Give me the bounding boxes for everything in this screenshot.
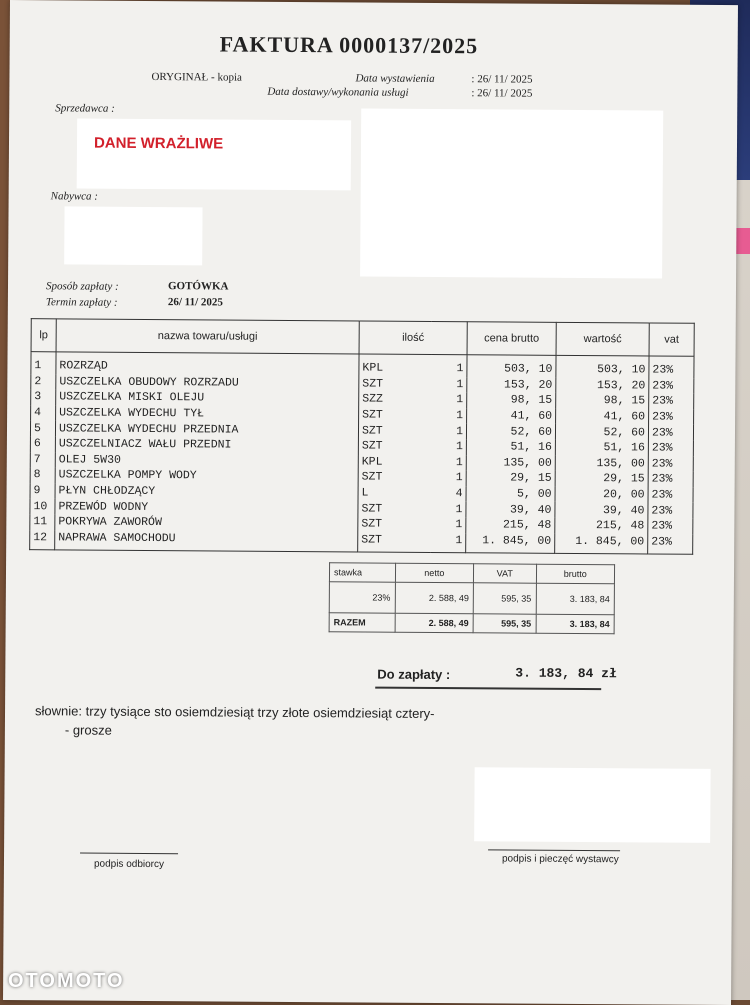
row-unit: KPL — [359, 354, 431, 377]
row-unit: SZT — [358, 438, 430, 454]
row-unit: KPL — [358, 454, 430, 470]
row-name: USZCZELKA WYDECHU PRZEDNIA — [55, 421, 358, 439]
row-unit: SZT — [358, 501, 430, 517]
delivery-date-label: Data dostawy/wykonania usługi — [267, 85, 409, 99]
row-vat: 23% — [648, 534, 693, 554]
row-unit: SZT — [358, 470, 430, 486]
row-qty: 1 — [431, 408, 467, 424]
row-vat: 23% — [648, 487, 693, 503]
row-lp: 5 — [30, 421, 55, 437]
row-price: 41, 60 — [467, 408, 556, 424]
summary-net: 2. 588, 49 — [395, 582, 474, 614]
row-qty: 1 — [431, 423, 467, 439]
row-lp: 11 — [30, 514, 55, 530]
row-value: 135, 00 — [555, 455, 648, 471]
vat-summary-total — [329, 613, 614, 634]
row-unit: SZT — [359, 407, 431, 423]
copy-label: ORYGINAŁ - kopia — [151, 70, 242, 84]
header-value: wartość — [556, 322, 649, 356]
payment-term: 26/ 11/ 2025 — [167, 296, 223, 309]
vat-summary-table — [329, 562, 615, 634]
row-lp: 7 — [30, 452, 55, 468]
row-unit: SZZ — [359, 392, 431, 408]
row-unit: SZT — [358, 516, 430, 532]
row-price: 215, 48 — [466, 517, 555, 533]
summary-gross: 3. 183, 84 — [536, 583, 615, 615]
amount-due-underline — [375, 687, 601, 691]
payment-method: GOTÓWKA — [167, 280, 229, 293]
table-row — [30, 530, 693, 555]
row-value: 503, 10 — [556, 355, 649, 378]
row-lp: 9 — [30, 483, 55, 499]
summary-total-label: RAZEM — [329, 613, 395, 632]
row-vat: 23% — [649, 394, 694, 410]
row-price: 52, 60 — [466, 424, 555, 440]
row-vat: 23% — [648, 472, 693, 488]
summary-header-rate: stawka — [329, 563, 395, 582]
issue-date-label: Data wystawienia — [355, 72, 435, 85]
row-name: NAPRAWA SAMOCHODU — [55, 530, 358, 552]
row-qty: 1 — [430, 517, 466, 533]
row-name: USZCZELNIACZ WAŁU PRZEDNI — [55, 436, 358, 454]
row-vat: 23% — [648, 456, 693, 472]
delivery-date: : 26/ 11/ 2025 — [471, 87, 533, 100]
row-name: PRZEWÓD WODNY — [55, 499, 358, 517]
row-name: USZCZELKA MISKI OLEJU — [56, 390, 359, 408]
header-vat: vat — [649, 323, 694, 356]
row-price: 153, 20 — [467, 377, 556, 393]
otomoto-watermark: OTOMOTO — [8, 970, 125, 992]
amount-due-label: Do zapłaty : — [377, 666, 451, 683]
summary-rate: 23% — [329, 582, 395, 613]
row-qty: 4 — [430, 486, 466, 502]
row-qty: 1 — [431, 439, 467, 455]
row-vat: 23% — [649, 378, 694, 394]
row-name: OLEJ 5W30 — [55, 452, 358, 470]
seller-label: Sprzedawca : — [55, 102, 115, 115]
redaction-box-seller — [77, 118, 351, 190]
redaction-box-signature — [474, 767, 711, 843]
row-lp: 6 — [30, 436, 55, 452]
row-value: 41, 60 — [556, 409, 649, 425]
redaction-box-buyer — [64, 206, 202, 265]
row-lp: 4 — [31, 405, 56, 421]
issue-date: : 26/ 11/ 2025 — [471, 73, 533, 86]
invoice-title: FAKTURA 0000137/2025 — [219, 31, 479, 59]
payment-method-label: Sposób zapłaty : — [45, 280, 119, 293]
summary-total-vat: 595, 35 — [473, 614, 536, 633]
row-name: USZCZELKA OBUDOWY ROZRZADU — [56, 374, 359, 392]
row-value: 20, 00 — [555, 487, 648, 503]
row-lp: 2 — [31, 374, 56, 390]
row-price: 5, 00 — [466, 486, 555, 502]
summary-total-net: 2. 588, 49 — [395, 613, 474, 633]
row-value: 1. 845, 00 — [555, 533, 648, 554]
summary-total-gross: 3. 183, 84 — [536, 614, 615, 634]
row-price: 98, 15 — [467, 392, 556, 408]
vat-summary-row — [329, 582, 614, 615]
row-lp: 1 — [31, 352, 56, 374]
row-qty: 1 — [431, 377, 467, 393]
row-unit: L — [358, 485, 430, 501]
vat-summary-header — [329, 563, 614, 584]
row-unit: SZT — [358, 423, 430, 439]
row-price: 1. 845, 00 — [466, 533, 555, 554]
row-name: PŁYN CHŁODZĄCY — [55, 483, 358, 501]
summary-header-net: netto — [395, 563, 474, 583]
row-value: 29, 15 — [555, 471, 648, 487]
row-qty: 1 — [431, 354, 467, 376]
items-table-header — [31, 319, 694, 357]
row-price: 503, 10 — [467, 355, 556, 378]
row-qty: 1 — [431, 455, 467, 471]
issuer-signature-line — [488, 849, 620, 851]
row-value: 98, 15 — [556, 393, 649, 409]
header-qty: ilość — [359, 321, 467, 355]
amount-in-words-line2: - grosze — [64, 722, 112, 738]
row-unit: SZT — [358, 532, 430, 553]
row-price: 39, 40 — [466, 502, 555, 518]
row-value: 51, 16 — [555, 440, 648, 456]
redaction-label: DANE WRAŻLIWE — [93, 134, 224, 153]
row-vat: 23% — [648, 425, 693, 441]
payment-term-label: Termin zapłaty : — [45, 296, 118, 309]
row-vat: 23% — [649, 356, 694, 378]
amount-due-value: 3. 183, 84 zł — [515, 665, 617, 682]
row-vat: 23% — [649, 409, 694, 425]
row-price: 135, 00 — [466, 455, 555, 471]
buyer-label: Nabywca : — [50, 190, 99, 203]
row-value: 215, 48 — [555, 518, 648, 534]
row-name: USZCZELKA WYDECHU TYŁ — [56, 405, 359, 423]
row-name: POKRYWA ZAWORÓW — [55, 514, 358, 532]
row-qty: 1 — [430, 470, 466, 486]
amount-in-words-line1: słownie: trzy tysiące sto osiemdziesiąt trzy złote osiemdziesiąt cztery- — [34, 703, 435, 721]
summary-vat: 595, 35 — [473, 583, 536, 614]
invoice-document — [3, 0, 738, 1005]
row-vat: 23% — [648, 518, 693, 534]
row-lp: 12 — [30, 530, 55, 550]
row-vat: 23% — [648, 440, 693, 456]
summary-header-gross: brutto — [536, 564, 615, 584]
items-table — [29, 318, 695, 555]
receiver-signature-line — [80, 853, 178, 855]
row-qty: 1 — [430, 532, 466, 552]
redaction-box-seller-details — [360, 108, 663, 278]
summary-header-vat: VAT — [474, 564, 537, 583]
row-name: ROZRZĄD — [56, 352, 359, 376]
row-price: 51, 16 — [466, 439, 555, 455]
row-value: 52, 60 — [555, 424, 648, 440]
header-name: nazwa towaru/usługi — [56, 319, 359, 354]
row-value: 39, 40 — [555, 502, 648, 518]
row-qty: 1 — [431, 392, 467, 408]
row-name: USZCZELKA POMPY WODY — [55, 467, 358, 485]
row-lp: 3 — [31, 389, 56, 405]
issuer-signature-label: podpis i pieczęć wystawcy — [501, 853, 619, 866]
receiver-signature-label: podpis odbiorcy — [93, 858, 165, 871]
row-price: 29, 15 — [466, 470, 555, 486]
row-value: 153, 20 — [556, 377, 649, 393]
row-qty: 1 — [430, 501, 466, 517]
header-price: cena brutto — [467, 322, 556, 356]
header-lp: lp — [31, 319, 56, 352]
row-lp: 8 — [30, 467, 55, 483]
row-vat: 23% — [648, 503, 693, 519]
row-unit: SZT — [359, 376, 431, 392]
row-lp: 10 — [30, 498, 55, 514]
